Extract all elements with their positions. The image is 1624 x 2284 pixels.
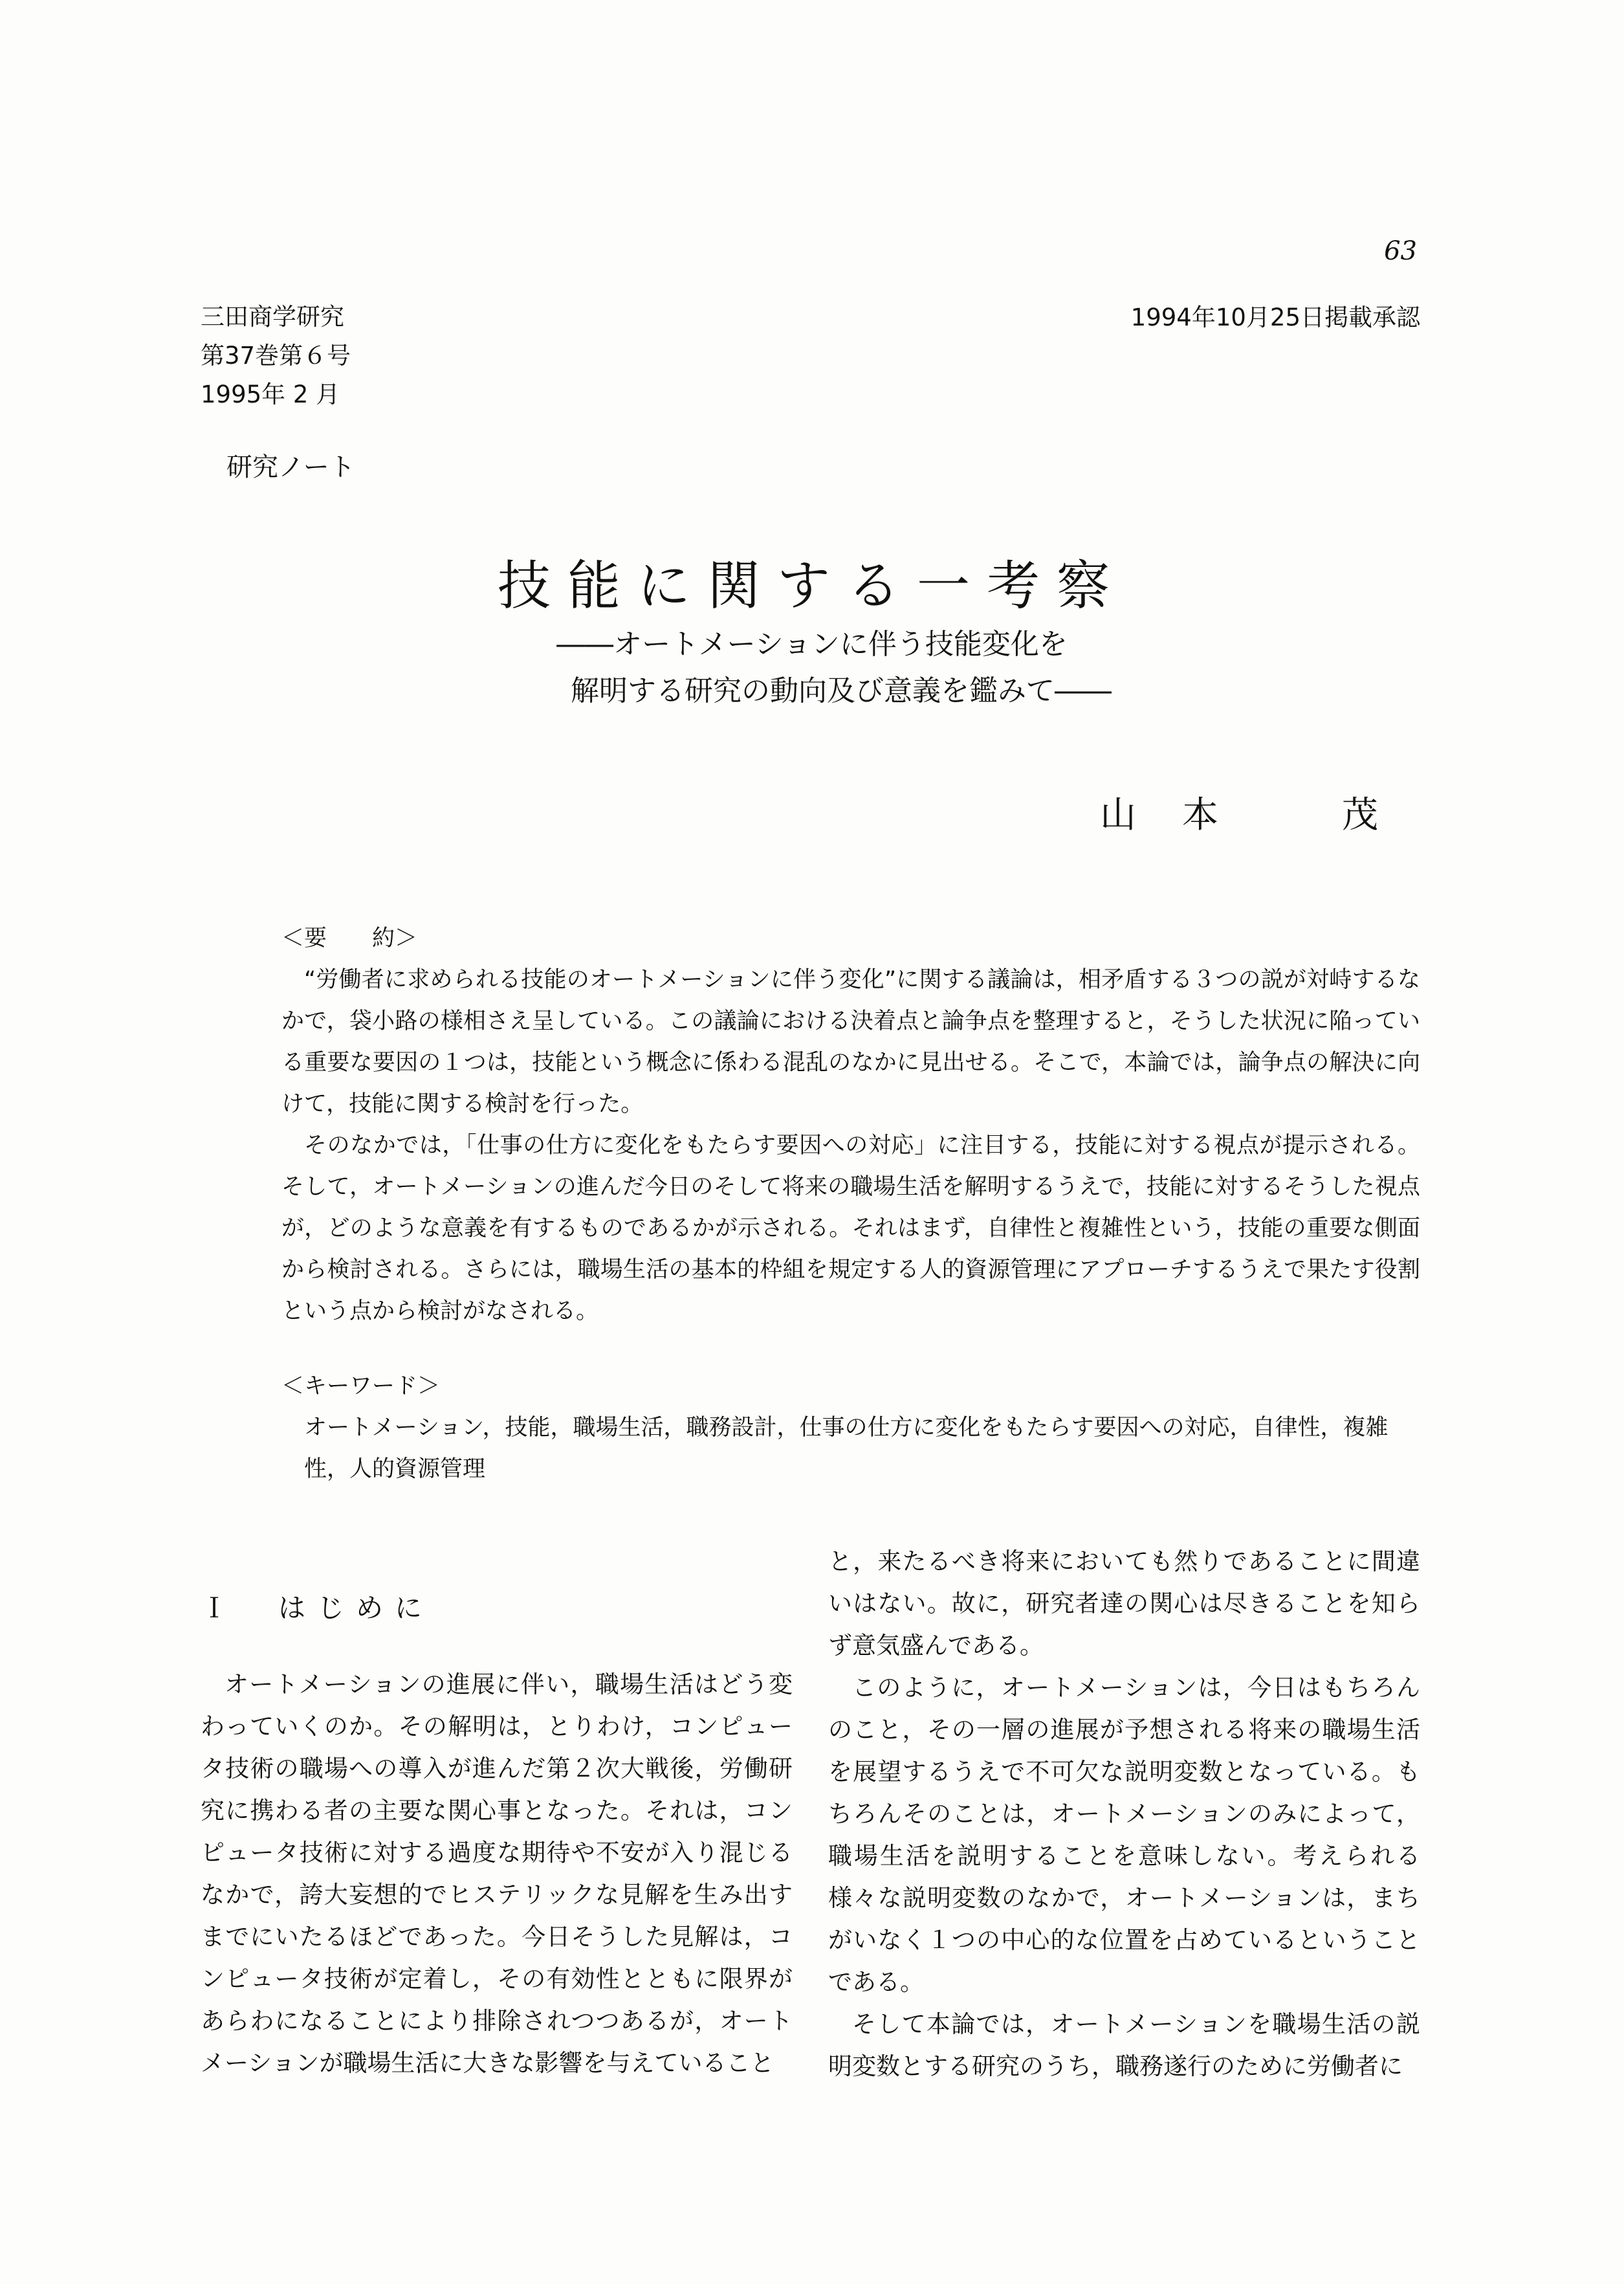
- body-column-right: [828, 1540, 1420, 2087]
- author-given: 茂: [1342, 794, 1378, 836]
- journal-date: 1995年 2 月: [201, 381, 340, 408]
- abstract-paragraph-1: “労働者に求められる技能のオートメーションに伴う変化”に関する議論は，相矛盾する３つの説が対峙するなかで，袋小路の様相さえ呈している。この議論における決着点と論争点を整理すると，そうした状況に陥っている重要な要因の１つは，技能という概念に係わる混乱のなかに見出せる。そこで，本論では，論争点の解決に向けて，技能に関する検討を行った。: [281, 967, 1420, 1117]
- keywords: [281, 1366, 1420, 1490]
- section-type: 研究ノート: [226, 452, 355, 482]
- author-family-2: 本: [1182, 794, 1218, 836]
- article-subtitle: [0, 621, 1624, 715]
- journal-volume-issue: 第37巻第６号: [201, 342, 351, 370]
- author-family-1: 山: [1100, 794, 1136, 836]
- body-paragraph-3: そして本論では，オートメーションを職場生活の説明変数とする研究のうち，職務遂行のために労働者に: [828, 2010, 1420, 2080]
- abstract-heading: ＜要 約＞: [281, 926, 418, 951]
- article-title: 技能に関する一考察: [497, 555, 1126, 617]
- section-heading: Ｉ はじめに: [201, 1592, 434, 1624]
- body-column-left: [201, 1566, 793, 2084]
- body-paragraph-1: オートメーションの進展に伴い，職場生活はどう変わっていくのか。その解明は，とりわけ，コンピュータ技術の職場への導入が進んだ第２次大戦後，労働研究に携わる者の主要な関心事となった。それは，コンピュータ技術に対する過度な期待や不安が入り混じるなかで，誇大妄想的でヒステリックな見解を生み出すまでにいたるほどであった。今日そうした見解は，コンピュータ技術が定着し，その有効性とともに限界があらわになることにより排除されつつあるが，オートメーションが職場生活に大きな影響を与えていること: [201, 1670, 793, 2077]
- abstract-paragraph-2: そのなかでは，「仕事の仕方に変化をもたらす要因への対応」に注目する，技能に対する視点が提示される。そして，オートメーションの進んだ今日のそして将来の職場生活を解明するうえで，技能に対するそうした視点が，どのような意義を有するものであるかが示される。それはまず，自律性と複雑性という，技能の重要な側面から検討される。さらには，職場生活の基本的枠組を規定する人的資源管理にアプローチするうえで果たす役割という点から検討がなされる。: [281, 1133, 1420, 1324]
- page-number: 63: [1384, 236, 1417, 266]
- journal-name: 三田商学研究: [201, 303, 344, 331]
- accepted-date: 1994年10月25日掲載承認: [1130, 304, 1420, 331]
- abstract: [281, 918, 1420, 1332]
- body-paragraph-2: このように，オートメーションは，今日はもちろんのこと，その一層の進展が予想される将来の職場生活を展望するうえで不可欠な説明変数となっている。もちろんそのことは，オートメーションのみによって，職場生活を説明することを意味しない。考えられる様々な説明変数のなかで，オートメーションは，まちがいなく１つの中心的な位置を占めているということである。: [828, 1674, 1420, 1996]
- body-paragraph-1-continued: と，来たるべき将来においても然りであることに間違いはない。故に，研究者達の関心は尽きることを知らず意気盛んである。: [828, 1547, 1420, 1659]
- journal-info: [201, 298, 351, 414]
- subtitle-line-1: ――オートメーションに伴う技能変化を: [556, 628, 1068, 661]
- author-name: [1100, 786, 1378, 838]
- keywords-heading: ＜キーワード＞: [281, 1373, 441, 1399]
- subtitle-line-2: 解明する研究の動向及び意義を鑑みて――: [571, 674, 1112, 707]
- keywords-list: オートメーション，技能，職場生活，職務設計，仕事の仕方に変化をもたらす要因への対応，自律性，複雑性，人的資源管理: [304, 1415, 1388, 1482]
